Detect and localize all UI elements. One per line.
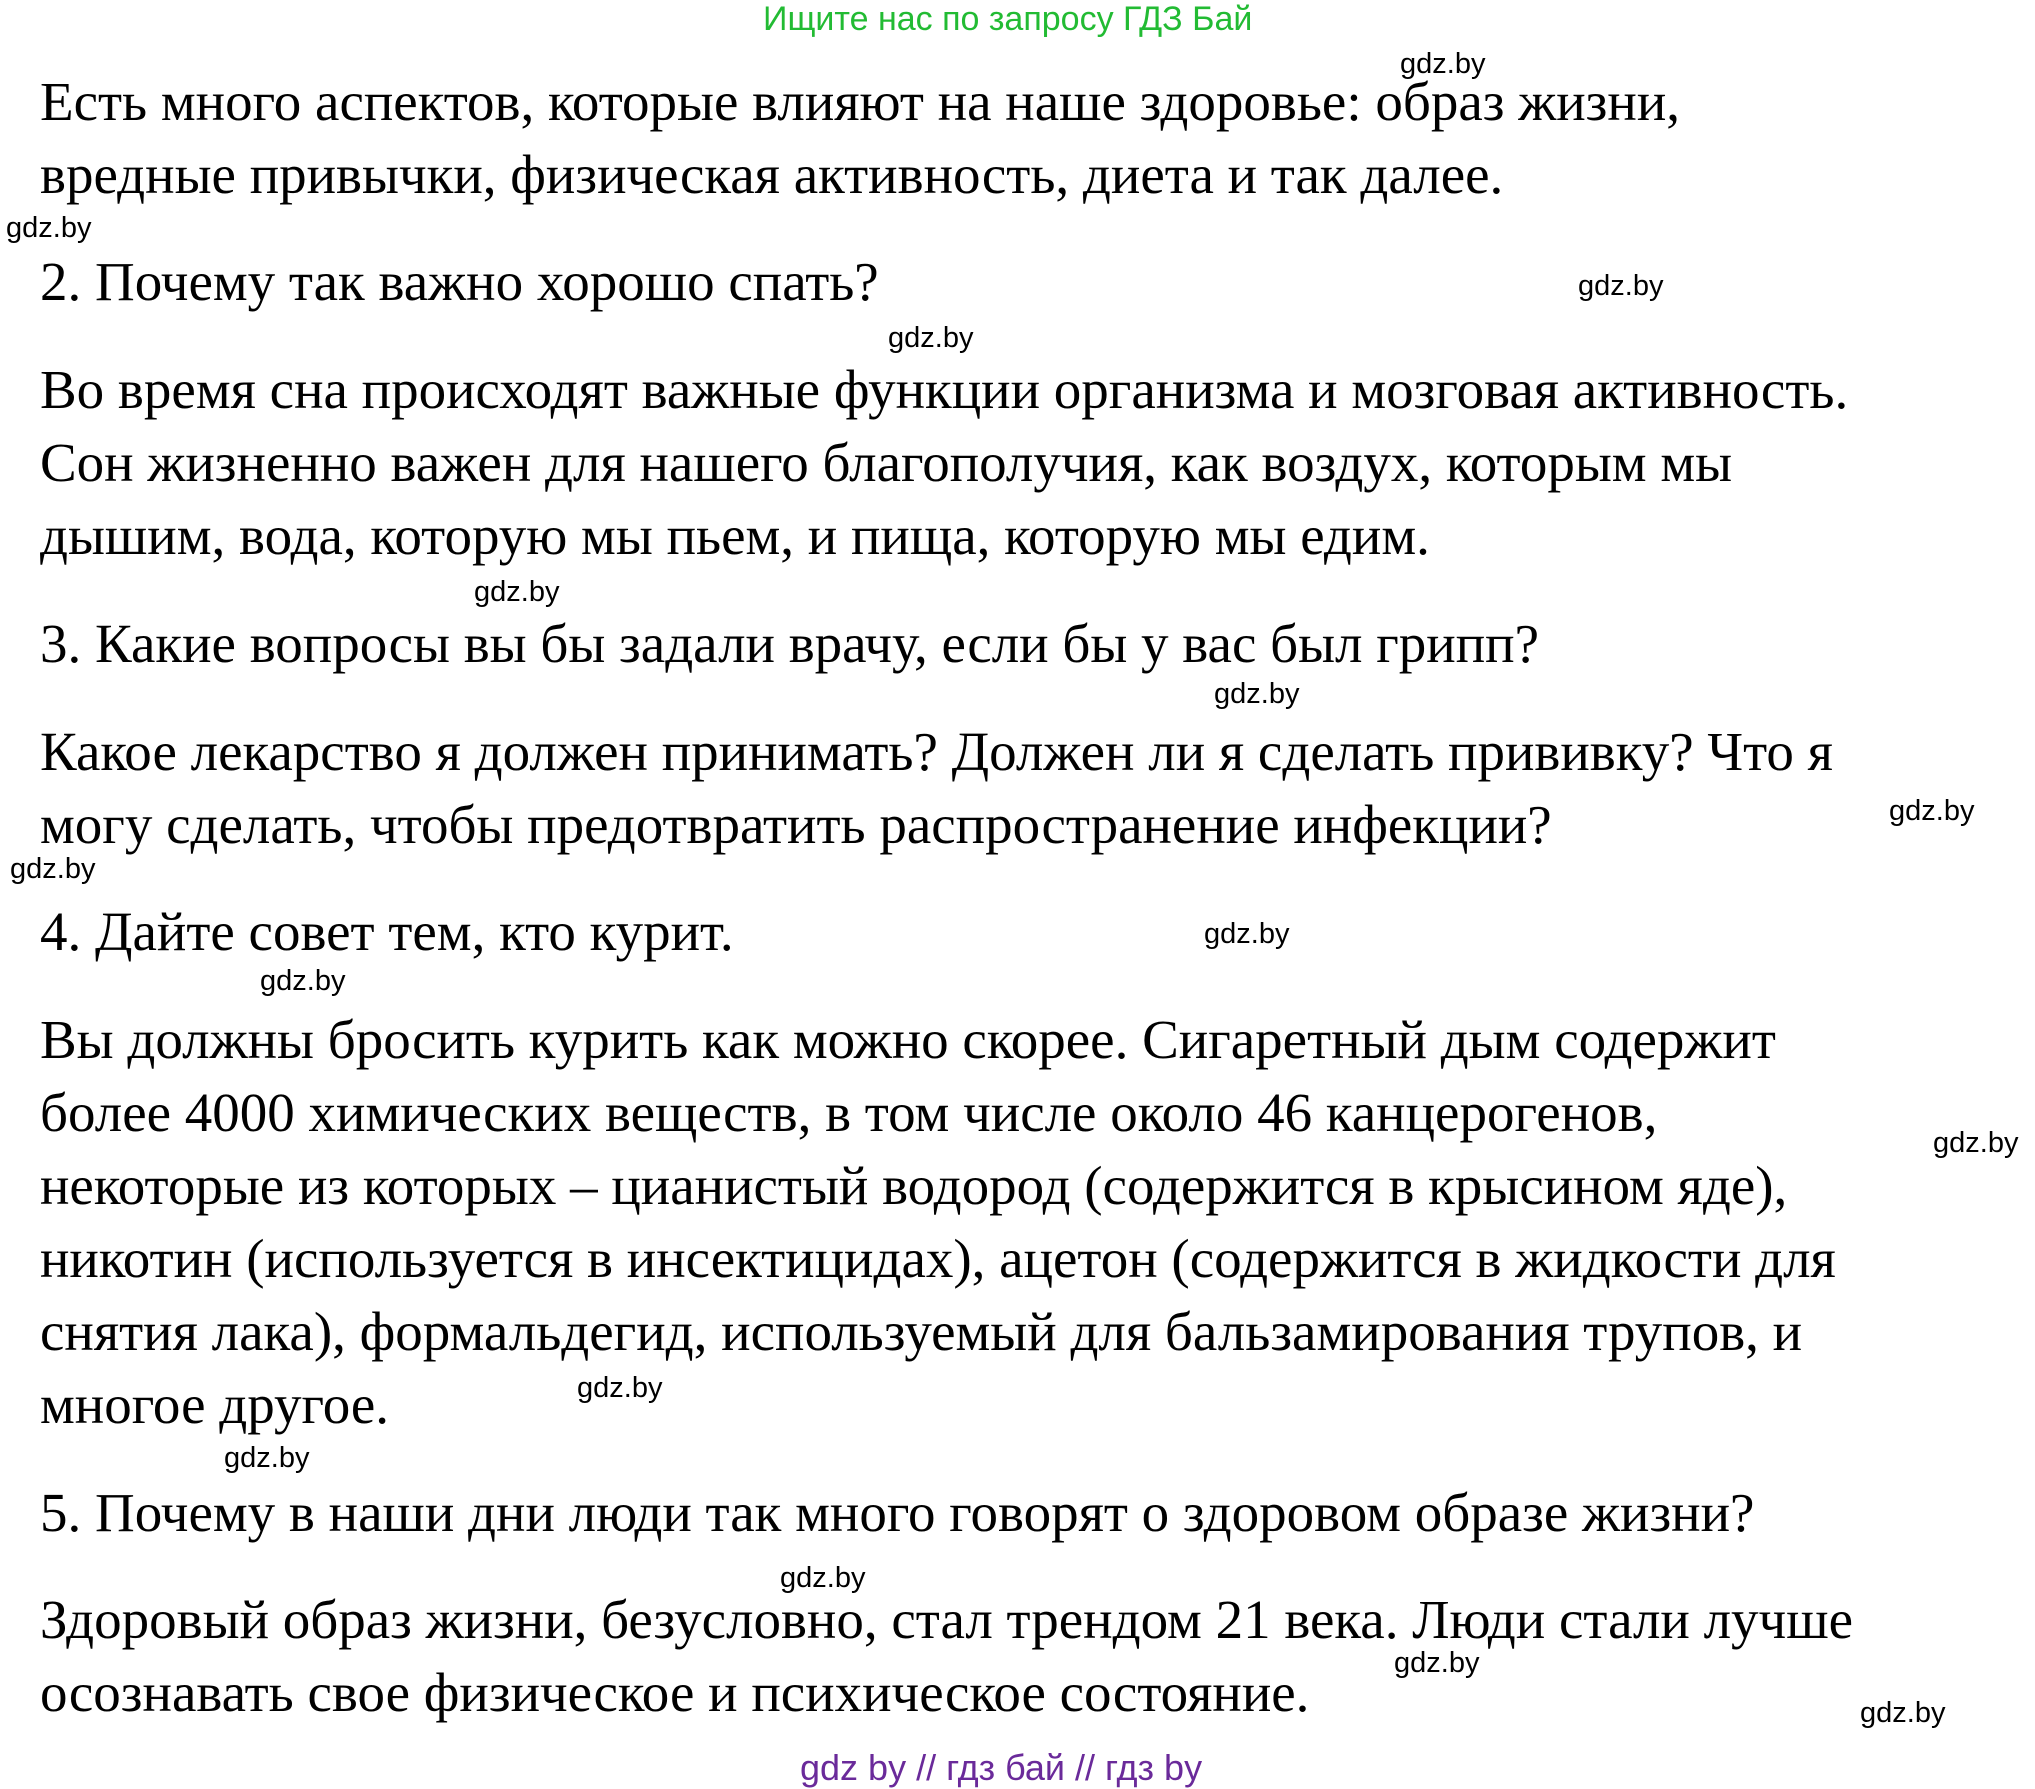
answer-4-line-1: Вы должны бросить курить как можно скорее. Сигаретный дым содержит <box>40 1009 1776 1070</box>
answer-2-line-3: дышим, вода, которую мы пьем, и пища, которую мы едим. <box>40 505 1430 566</box>
answer-2-line-2: Сон жизненно важен для нашего благополучия, как воздух, которым мы <box>40 432 1733 493</box>
question-4: 4. Дайте совет тем, кто курит. <box>40 901 734 962</box>
watermark: gdz.by <box>474 576 560 608</box>
question-3: 3. Какие вопросы вы бы задали врачу, если бы у вас был грипп? <box>40 613 1540 674</box>
footer-links[interactable]: gdz by // гдз бай // гдз by <box>800 1747 1203 1788</box>
watermark: gdz.by <box>1214 678 1300 710</box>
watermark: gdz.by <box>577 1372 663 1404</box>
watermark: gdz.by <box>260 965 346 997</box>
answer-4-line-2: более 4000 химических веществ, в том числе около 46 канцерогенов, <box>40 1082 1658 1143</box>
watermark: gdz.by <box>1889 795 1975 827</box>
answer-4-line-4: никотин (используется в инсектицидах), ацетон (содержится в жидкости для <box>40 1228 1836 1289</box>
answer-2-line-1: Во время сна происходят важные функции организма и мозговая активность. <box>40 359 1849 420</box>
watermark: gdz.by <box>1860 1697 1946 1729</box>
question-2: 2. Почему так важно хорошо спать? <box>40 251 879 312</box>
watermark: gdz.by <box>224 1442 310 1474</box>
answer-4-line-3: некоторые из которых – цианистый водород (содержится в крысином яде), <box>40 1155 1788 1216</box>
watermark: gdz.by <box>1578 270 1664 302</box>
watermark: gdz.by <box>1204 918 1290 950</box>
watermark: gdz.by <box>1394 1647 1480 1679</box>
watermark: gdz.by <box>1400 48 1486 80</box>
search-hint-link[interactable]: Ищите нас по запросу ГДЗ Бай <box>763 0 1253 38</box>
answer-5-line-2: осознавать свое физическое и психическое состояние. <box>40 1662 1310 1723</box>
watermark: gdz.by <box>888 322 974 354</box>
question-5: 5. Почему в наши дни люди так много говорят о здоровом образе жизни? <box>40 1482 1755 1543</box>
watermark: gdz.by <box>10 853 96 885</box>
answer-4-line-5: снятия лака), формальдегид, используемый для бальзамирования трупов, и <box>40 1301 1803 1362</box>
watermark: gdz.by <box>780 1562 866 1594</box>
answer-3-line-2: могу сделать, чтобы предотвратить распространение инфекции? <box>40 794 1552 855</box>
watermark: gdz.by <box>1933 1127 2019 1159</box>
answer-5-line-1: Здоровый образ жизни, безусловно, стал трендом 21 века. Люди стали лучше <box>40 1589 1853 1650</box>
answer-4-line-6: многое другое. <box>40 1374 390 1435</box>
intro-line-2: вредные привычки, физическая активность, диета и так далее. <box>40 144 1504 205</box>
answer-3-line-1: Какое лекарство я должен принимать? Должен ли я сделать прививку? Что я <box>40 721 1833 782</box>
watermark: gdz.by <box>6 212 92 244</box>
intro-line-1: Есть много аспектов, которые влияют на наше здоровье: образ жизни, <box>40 71 1681 132</box>
